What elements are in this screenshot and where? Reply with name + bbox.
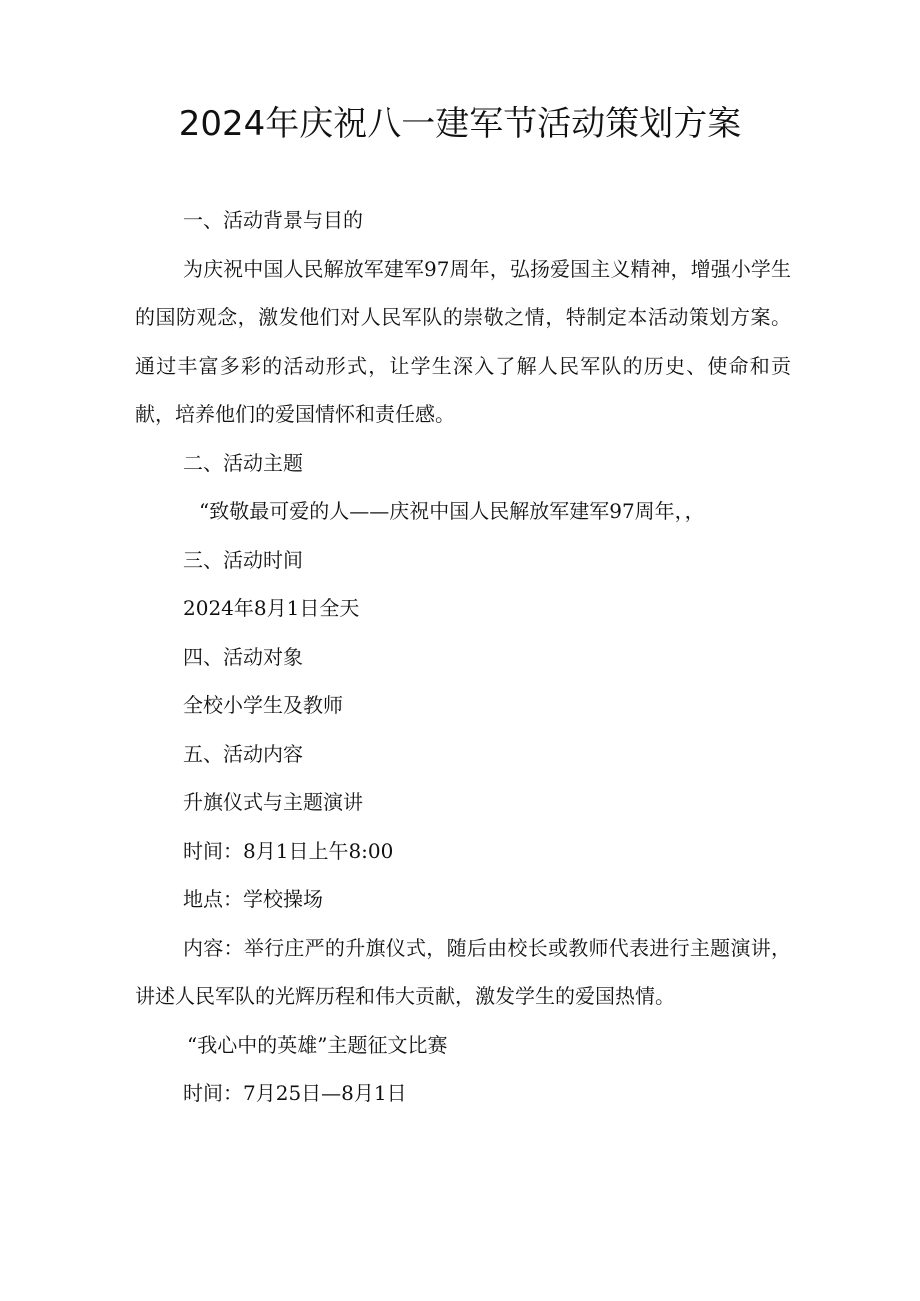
activity-1-time: 时间：8月1日上午8:00 <box>183 838 394 863</box>
paragraph-background: 为庆祝中国人民解放军建军97周年，弘扬爱国主义精神，增强小学生的国防观念，激发他们对人民军队的崇敬之情，特制定本活动策划方案。通过丰富多彩的活动形式，让学生深入了解人民军队的历史、使命和贡献，培养他们的爱国情怀和责任感。 <box>135 256 791 426</box>
section-heading-time: 三、活动时间 <box>183 547 303 572</box>
document-title: 2024年庆祝八一建军节活动策划方案 <box>178 104 742 144</box>
paragraph-time: 2024年8月1日全天 <box>183 596 360 620</box>
section-heading-theme: 二、活动主题 <box>183 450 303 475</box>
document-body <box>135 196 791 1118</box>
section-heading-content: 五、活动内容 <box>183 741 303 766</box>
paragraph-theme: “致敬最可爱的人——庆祝中国人民解放军建军97周年，， <box>199 499 705 523</box>
activity-1-title: 升旗仪式与主题演讲 <box>183 790 363 814</box>
activity-2-title: “我心中的英雄”主题征文比赛 <box>187 1032 448 1057</box>
activity-1-place: 地点：学校操场 <box>183 887 323 911</box>
paragraph-audience: 全校小学生及教师 <box>183 693 343 717</box>
activity-1-content: 内容：举行庄严的升旗仪式，随后由校长或教师代表进行主题演讲，讲述人民军队的光辉历程和伟大贡献，激发学生的爱国热情。 <box>135 935 791 1008</box>
section-heading-audience: 四、活动对象 <box>183 644 303 669</box>
activity-2-time: 时间：7月25日—8月1日 <box>183 1081 407 1105</box>
section-heading-background: 一、活动背景与目的 <box>183 208 363 232</box>
